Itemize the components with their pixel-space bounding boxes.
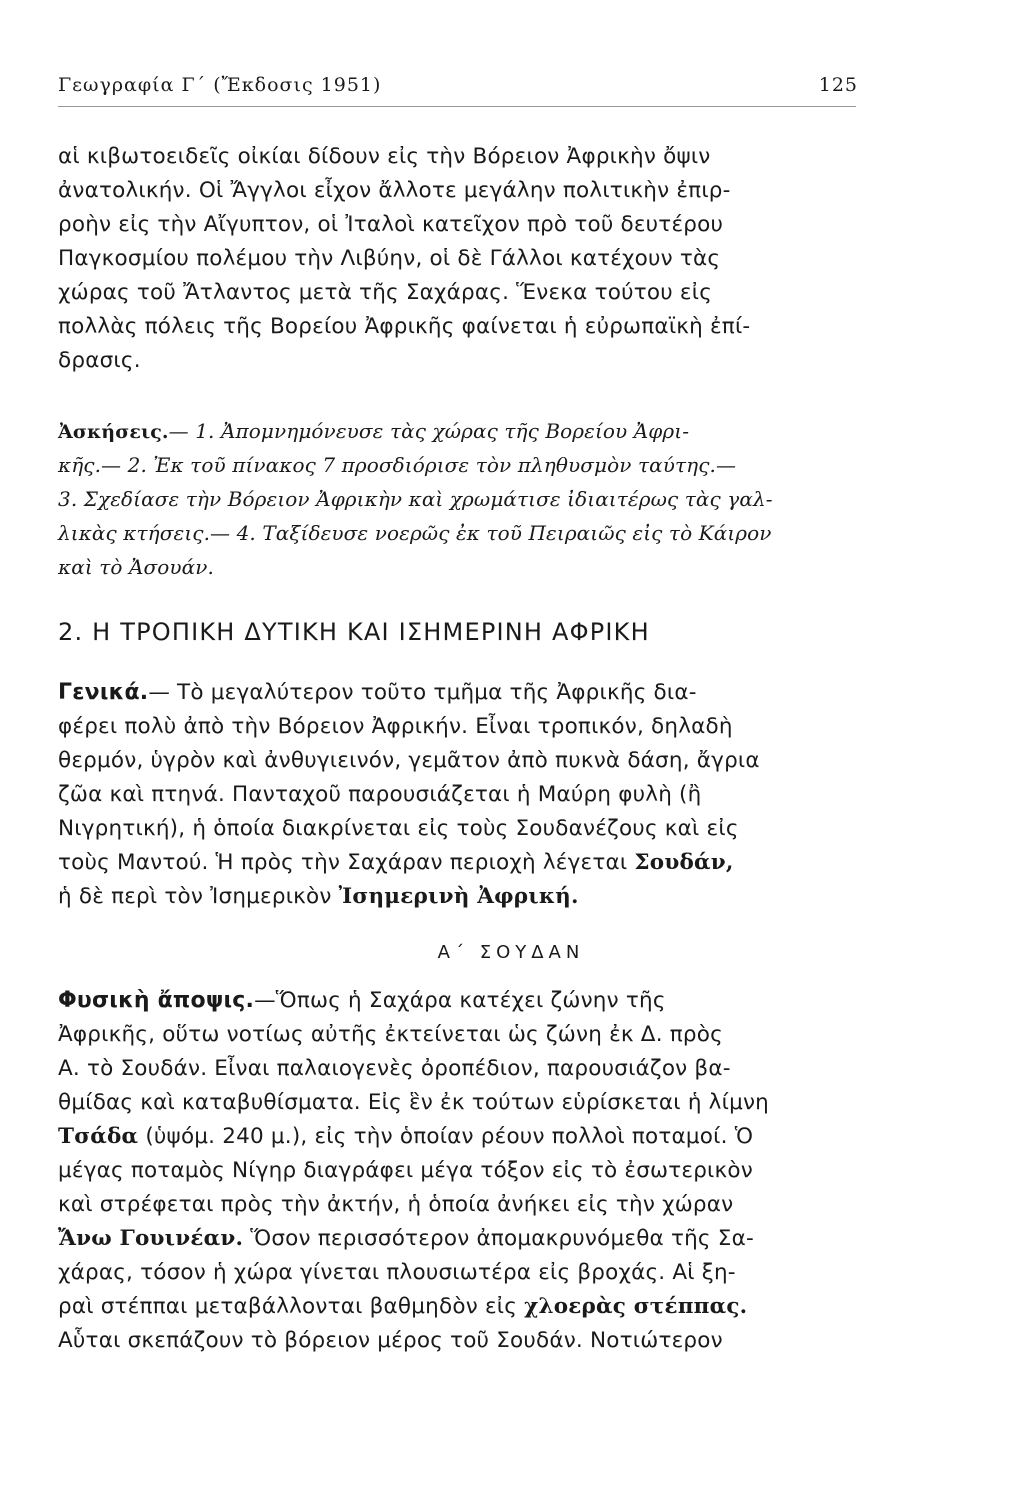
- general-line-1: — Τὸ μεγαλύτερον τοῦτο τμῆμα τῆς Ἀφρικῆς δια-: [148, 680, 697, 705]
- text-line: Ἀφρικῆς, οὕτω νοτίως αὐτῆς ἐκτείνεται ὡς ζώνη ἐκ Δ. πρὸς: [58, 1022, 723, 1047]
- subsection-heading: Α΄ ΣΟΥΔΑΝ: [437, 942, 585, 963]
- page-number: 125: [818, 74, 858, 96]
- equatorial-term: Ἰσημερινὴ Ἀφρική.: [338, 884, 579, 909]
- running-title: Γεωγραφία Γ΄ (Ἔκδοσις 1951): [58, 74, 382, 96]
- text-line: Νιγρητική), ἡ ὁποία διακρίνεται εἰς τοὺς Σουδανέζους καὶ εἰς: [58, 816, 739, 841]
- page-header: [58, 74, 858, 104]
- general-label: Γενικά.: [58, 680, 149, 705]
- text-line: αἱ κιβωτοειδεῖς οἰκίαι δίδουν εἰς τὴν Βόρειον Ἀφρικὴν ὄψιν: [58, 144, 711, 169]
- text-line: χάρας, τόσον ἡ χώρα γίνεται πλουσιωτέρα εἰς βροχάς. Αἱ ξη-: [58, 1260, 736, 1285]
- text-line: Παγκοσμίου πολέμου τὴν Λιβύην, οἱ δὲ Γάλλοι κατέχουν τὰς: [58, 246, 721, 271]
- text-line: καὶ στρέφεται πρὸς τὴν ἀκτήν, ἡ ὁποία ἀνήκει εἰς τὴν χώραν: [58, 1192, 734, 1217]
- text-line: Α. τὸ Σουδάν. Εἶναι παλαιογενὲς ὀροπέδιον, παρουσιάζον βα-: [58, 1056, 731, 1081]
- text-line: [58, 676, 858, 710]
- text-line: 3. Σχεδίασε τὴν Βόρειον Ἀφρικὴν καὶ χρωμάτισε ἰδιαιτέρως τὰς γαλ-: [58, 487, 773, 511]
- guinea-term: Ἄνω Γουινέαν.: [58, 1226, 244, 1251]
- physical-line-5: (ὑψόμ. 240 μ.), εἰς τὴν ὁποίαν ρέουν πολλοὶ ποταμοί. Ὁ: [145, 1124, 754, 1149]
- text-line: [58, 414, 858, 448]
- header-rule: [58, 106, 856, 107]
- physical-line-8: Ὅσον περισσότερον ἀπομακρυνόμεθα τῆς Σα-: [250, 1226, 754, 1251]
- text-line: ἀνατολικήν. Οἱ Ἄγγλοι εἶχον ἄλλοτε μεγάλην πολιτικὴν ἐπιρ-: [58, 178, 731, 203]
- exercises-block: [58, 414, 858, 584]
- text-line: λικὰς κτήσεις.— 4. Ταξίδευσε νοερῶς ἐκ τοῦ Πειραιῶς εἰς τὸ Κάιρον: [58, 521, 772, 545]
- text-line: ζῶα καὶ πτηνά. Πανταχοῦ παρουσιάζεται ἡ Μαύρη φυλὴ (ἢ: [58, 782, 702, 807]
- physical-line-10: ραὶ στέππαι μεταβάλλονται βαθμηδὸν εἰς: [58, 1294, 518, 1319]
- sudan-term: Σουδάν,: [634, 850, 734, 875]
- chad-term: Τσάδα: [58, 1124, 139, 1149]
- text-line: χώρας τοῦ Ἄτλαντος μετὰ τῆς Σαχάρας. Ἕνεκα τούτου εἰς: [58, 280, 713, 305]
- text-line: καὶ τὸ Ἀσουάν.: [58, 555, 214, 579]
- general-line-7: ἡ δὲ περὶ τὸν Ἰσημερικὸν: [58, 884, 332, 909]
- section-heading: 2. Η ΤΡΟΠΙΚΗ ΔΥΤΙΚΗ ΚΑΙ ΙΣΗΜΕΡΙΝΗ ΑΦΡΙΚΗ: [58, 618, 650, 646]
- text-line: Αὗται σκεπάζουν τὸ βόρειον μέρος τοῦ Σουδάν. Νοτιώτερον: [58, 1328, 723, 1353]
- text-line: [58, 984, 858, 1018]
- text-line: μέγας ποταμὸς Νίγηρ διαγράφει μέγα τόξον εἰς τὸ ἐσωτερικὸν: [58, 1158, 753, 1183]
- text-line: [58, 846, 858, 880]
- text-line: [58, 1222, 858, 1256]
- physical-line-1: —Ὅπως ἡ Σαχάρα κατέχει ζώνην τῆς: [254, 988, 666, 1013]
- text-line: [58, 1120, 858, 1154]
- text-line: ροὴν εἰς τὴν Αἴγυπτον, οἱ Ἰταλοὶ κατεῖχον πρὸ τοῦ δευτέρου: [58, 212, 724, 237]
- exercises-line-1: — 1. Ἀπομνημόνευσε τὰς χώρας τῆς Βορείου Ἀφρι-: [168, 419, 690, 443]
- text-line: δρασις.: [58, 348, 141, 373]
- text-line: [58, 1290, 858, 1324]
- text-line: πολλὰς πόλεις τῆς Βορείου Ἀφρικῆς φαίνεται ἡ εὐρωπαϊκὴ ἐπί-: [58, 314, 751, 339]
- steppe-term: χλοερὰς στέππας.: [524, 1294, 748, 1319]
- text-line: [58, 880, 858, 914]
- paragraph-general: [58, 676, 858, 914]
- text-line: θμίδας καὶ καταβυθίσματα. Εἰς ἓν ἐκ τούτων εὑρίσκεται ἡ λίμνη: [58, 1090, 769, 1115]
- text-line: κῆς.— 2. Ἐκ τοῦ πίνακος 7 προσδιόρισε τὸν πληθυσμὸν ταύτης.—: [58, 453, 737, 477]
- text-line: φέρει πολὺ ἀπὸ τὴν Βόρειον Ἀφρικήν. Εἶναι τροπικόν, δηλαδὴ: [58, 714, 733, 739]
- exercises-label: Ἀσκήσεις.: [58, 421, 169, 443]
- text-line: θερμόν, ὑγρὸν καὶ ἀνθυγιεινόν, γεμᾶτον ἀπὸ πυκνὰ δάση, ἄγρια: [58, 748, 760, 773]
- physical-label: Φυσικὴ ἄποψις.: [58, 988, 255, 1013]
- paragraph-1: [58, 140, 858, 378]
- general-line-6: τοὺς Μαντού. Ἡ πρὸς τὴν Σαχάραν περιοχὴ λέγεται: [58, 850, 628, 875]
- paragraph-physical: [58, 984, 858, 1358]
